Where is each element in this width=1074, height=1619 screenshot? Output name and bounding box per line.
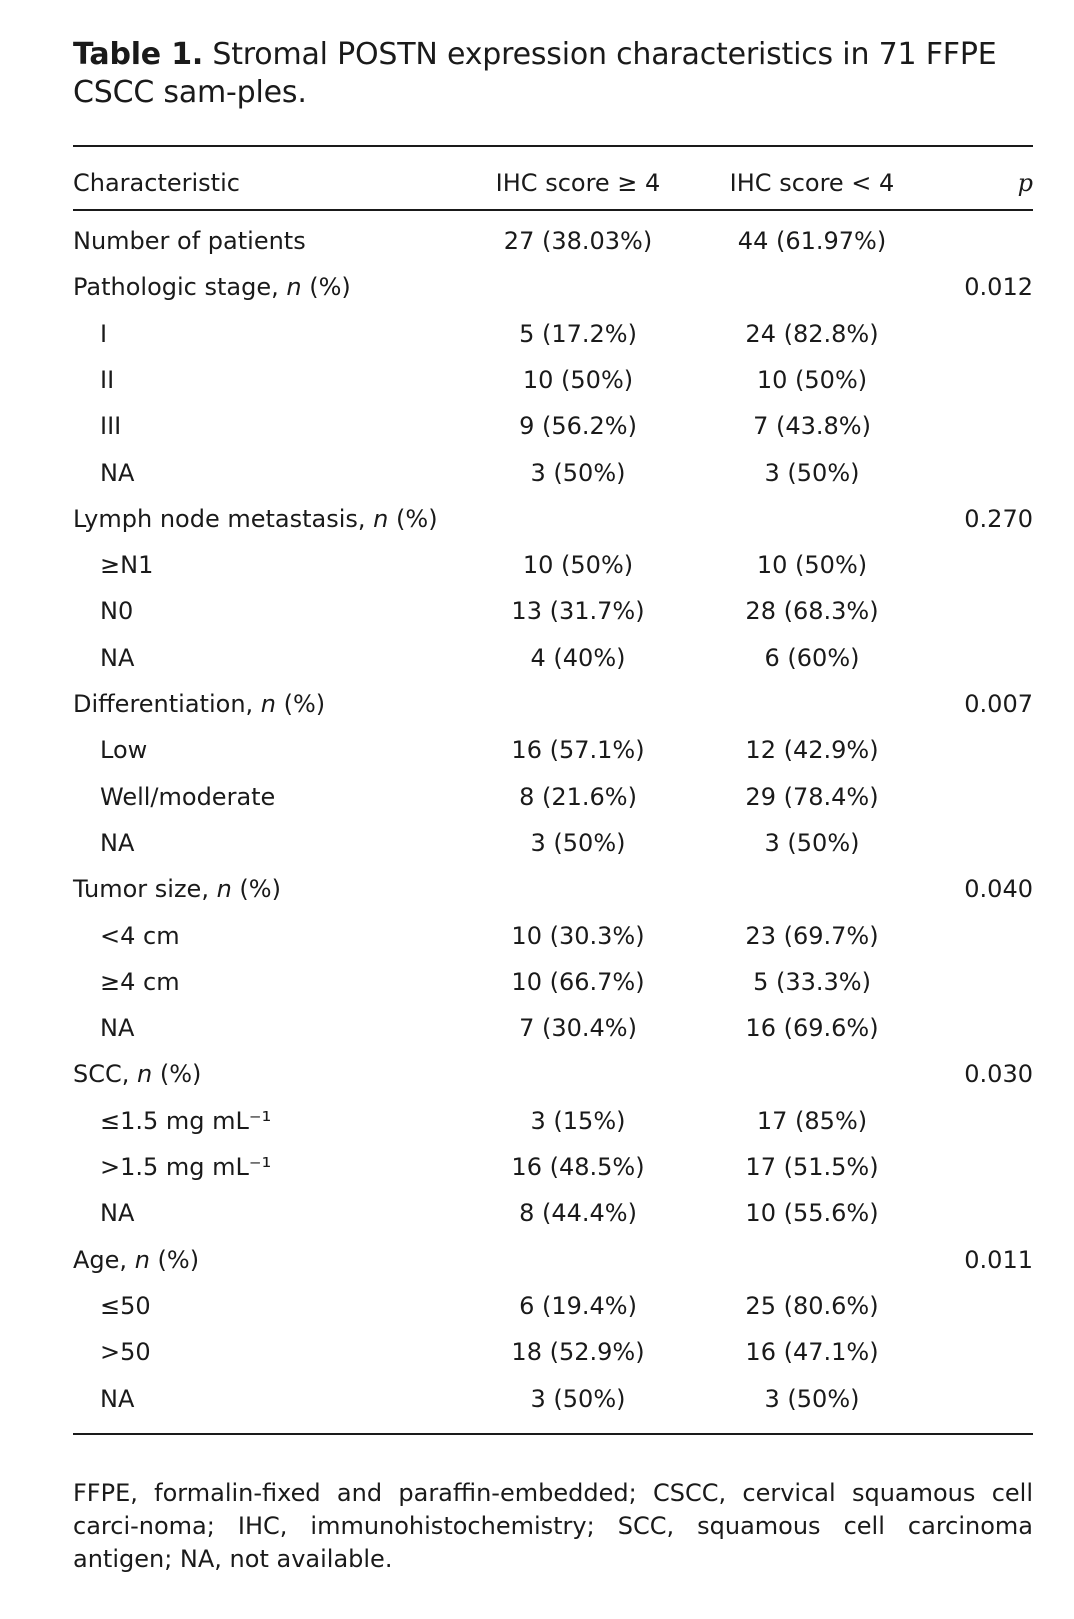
row-characteristic <box>73 1059 201 1089</box>
table-row <box>0 504 1074 534</box>
row-ihc-low: 17 (85%) <box>756 1107 868 1135</box>
row-characteristic <box>100 458 134 488</box>
row-ihc-high: 10 (66.7%) <box>511 968 645 996</box>
table-row <box>0 596 1074 626</box>
row-label: NA <box>100 1014 135 1042</box>
row-ihc-high: 5 (17.2%) <box>519 320 637 348</box>
row-characteristic <box>100 967 180 997</box>
row-ihc-low: 10 (50%) <box>756 551 868 579</box>
row-label: Differentiation, <box>73 690 261 718</box>
row-ihc-high: 3 (50%) <box>530 829 626 857</box>
caption-text: Stromal POSTN expression characteristics in 71 FFPE CSCC sam-ples. <box>73 37 997 110</box>
row-label: Pathologic stage, <box>73 273 287 301</box>
table-row <box>0 1245 1074 1275</box>
table-row <box>0 1384 1074 1414</box>
row-characteristic <box>100 365 114 395</box>
table-row <box>0 689 1074 719</box>
row-characteristic <box>100 1337 151 1367</box>
table-row <box>0 874 1074 904</box>
row-ihc-low: 24 (82.8%) <box>745 320 879 348</box>
table-row <box>0 828 1074 858</box>
row-ihc-low: 16 (47.1%) <box>745 1338 879 1366</box>
row-label: Well/moderate <box>100 783 276 811</box>
table-row <box>0 226 1074 256</box>
table-row <box>0 1291 1074 1321</box>
row-label: <4 cm <box>100 922 180 950</box>
row-ihc-low: 5 (33.3%) <box>753 968 871 996</box>
bottom-rule <box>73 1433 1033 1435</box>
row-label-tail: (%) <box>231 875 281 903</box>
row-p-value: 0.030 <box>964 1060 1033 1088</box>
header-rule <box>73 209 1033 211</box>
row-characteristic <box>100 828 134 858</box>
row-ihc-low: 10 (55.6%) <box>745 1199 879 1227</box>
row-ihc-high: 6 (19.4%) <box>519 1292 637 1320</box>
table-row <box>0 458 1074 488</box>
row-characteristic <box>100 411 121 441</box>
row-characteristic <box>100 1152 271 1182</box>
row-ihc-high: 3 (15%) <box>530 1107 626 1135</box>
row-label-tail: (%) <box>301 273 351 301</box>
table-row <box>0 735 1074 765</box>
row-label: N0 <box>100 597 134 625</box>
row-characteristic <box>100 1198 134 1228</box>
row-ihc-low: 16 (69.6%) <box>745 1014 879 1042</box>
row-ihc-low: 3 (50%) <box>764 459 860 487</box>
table-row <box>0 782 1074 812</box>
table-footnote: FFPE, formalin-fixed and paraffin-embedded; CSCC, cervical squamous cell carci-noma; IHC, immunohistochemistry; SCC, squamous cell carcinoma antigen; NA, not available. <box>73 1479 1033 1573</box>
row-label: SCC, <box>73 1060 138 1088</box>
row-label-italic: n <box>373 505 389 533</box>
row-label: ≥4 cm <box>100 968 180 996</box>
row-ihc-high: 10 (50%) <box>522 551 634 579</box>
row-label-tail: (%) <box>152 1060 202 1088</box>
row-label-tail: (%) <box>388 505 438 533</box>
header-characteristic: Characteristic <box>73 169 240 197</box>
row-p-value: 0.011 <box>964 1246 1033 1274</box>
table-caption <box>73 36 1033 112</box>
row-characteristic <box>73 689 325 719</box>
row-characteristic <box>100 596 133 626</box>
table-row <box>0 967 1074 997</box>
row-ihc-high: 3 (50%) <box>530 459 626 487</box>
row-label: Age, <box>73 1246 135 1274</box>
row-ihc-low: 12 (42.9%) <box>745 736 879 764</box>
row-ihc-high: 13 (31.7%) <box>511 597 645 625</box>
row-label: Low <box>100 736 148 764</box>
row-label-tail: (%) <box>149 1246 200 1274</box>
row-characteristic <box>100 550 153 580</box>
table-row <box>0 272 1074 302</box>
row-characteristic <box>73 1245 199 1275</box>
header-ihc-high: IHC score ≥ 4 <box>495 169 661 197</box>
row-characteristic <box>73 504 438 534</box>
row-label: ≤50 <box>100 1292 151 1320</box>
table-row <box>0 1198 1074 1228</box>
row-ihc-low: 6 (60%) <box>764 644 860 672</box>
row-ihc-low: 17 (51.5%) <box>745 1153 879 1181</box>
row-ihc-low: 3 (50%) <box>764 829 860 857</box>
header-p-value: p <box>1017 169 1033 197</box>
table-row <box>0 1013 1074 1043</box>
row-characteristic <box>73 226 306 256</box>
row-p-value: 0.007 <box>964 690 1033 718</box>
row-label: NA <box>100 459 135 487</box>
table-row <box>0 1106 1074 1136</box>
row-characteristic <box>73 272 351 302</box>
table-row <box>0 365 1074 395</box>
row-ihc-high: 16 (57.1%) <box>511 736 645 764</box>
row-ihc-low: 25 (80.6%) <box>745 1292 879 1320</box>
row-ihc-high: 10 (50%) <box>522 366 634 394</box>
row-ihc-high: 16 (48.5%) <box>511 1153 645 1181</box>
row-ihc-high: 9 (56.2%) <box>519 412 637 440</box>
row-label: ≥N1 <box>100 551 154 579</box>
row-characteristic <box>100 319 107 349</box>
table-row <box>0 411 1074 441</box>
row-ihc-low: 3 (50%) <box>764 1385 860 1413</box>
row-ihc-low: 7 (43.8%) <box>753 412 871 440</box>
header-ihc-low: IHC score < 4 <box>729 169 895 197</box>
row-label: >1.5 mg mL⁻¹ <box>100 1153 272 1181</box>
row-label: III <box>100 412 122 440</box>
row-label: NA <box>100 644 135 672</box>
row-ihc-low: 44 (61.97%) <box>737 227 887 255</box>
row-p-value: 0.270 <box>964 505 1033 533</box>
row-characteristic <box>100 735 147 765</box>
row-label: NA <box>100 829 135 857</box>
row-p-value: 0.012 <box>964 273 1033 301</box>
row-label: Tumor size, <box>73 875 217 903</box>
row-label: ≤1.5 mg mL⁻¹ <box>100 1107 272 1135</box>
table-row <box>0 1337 1074 1367</box>
table-row <box>0 1152 1074 1182</box>
row-label: NA <box>100 1385 135 1413</box>
table-row <box>0 319 1074 349</box>
row-label-tail: (%) <box>276 690 326 718</box>
table-row <box>0 1059 1074 1089</box>
row-ihc-high: 3 (50%) <box>530 1385 626 1413</box>
row-label: II <box>100 366 115 394</box>
row-characteristic <box>100 643 134 673</box>
row-ihc-low: 29 (78.4%) <box>745 783 879 811</box>
row-label: NA <box>100 1199 135 1227</box>
caption-label: Table 1. <box>73 37 204 72</box>
row-label-italic: n <box>286 273 302 301</box>
row-label-italic: n <box>260 690 276 718</box>
row-label-italic: n <box>134 1246 150 1274</box>
row-label: I <box>100 320 108 348</box>
row-ihc-low: 10 (50%) <box>756 366 868 394</box>
row-ihc-high: 8 (21.6%) <box>519 783 637 811</box>
row-characteristic <box>100 921 180 951</box>
row-label: Number of patients <box>73 227 306 255</box>
row-characteristic <box>73 874 281 904</box>
row-ihc-high: 7 (30.4%) <box>519 1014 637 1042</box>
row-ihc-high: 4 (40%) <box>530 644 626 672</box>
row-label-italic: n <box>216 875 232 903</box>
table-row <box>0 550 1074 580</box>
row-ihc-high: 27 (38.03%) <box>503 227 653 255</box>
table-row <box>0 921 1074 951</box>
top-rule <box>73 145 1033 147</box>
row-label: Lymph node metastasis, <box>73 505 374 533</box>
row-characteristic <box>100 1291 151 1321</box>
row-p-value: 0.040 <box>964 875 1033 903</box>
row-label: >50 <box>100 1338 151 1366</box>
row-characteristic <box>100 782 275 812</box>
row-ihc-low: 28 (68.3%) <box>745 597 879 625</box>
row-characteristic <box>100 1013 134 1043</box>
row-label-italic: n <box>137 1060 153 1088</box>
row-characteristic <box>100 1384 134 1414</box>
row-ihc-high: 18 (52.9%) <box>511 1338 645 1366</box>
row-ihc-low: 23 (69.7%) <box>745 922 879 950</box>
row-ihc-high: 10 (30.3%) <box>511 922 645 950</box>
row-characteristic <box>100 1106 271 1136</box>
table-row <box>0 643 1074 673</box>
row-ihc-high: 8 (44.4%) <box>519 1199 637 1227</box>
